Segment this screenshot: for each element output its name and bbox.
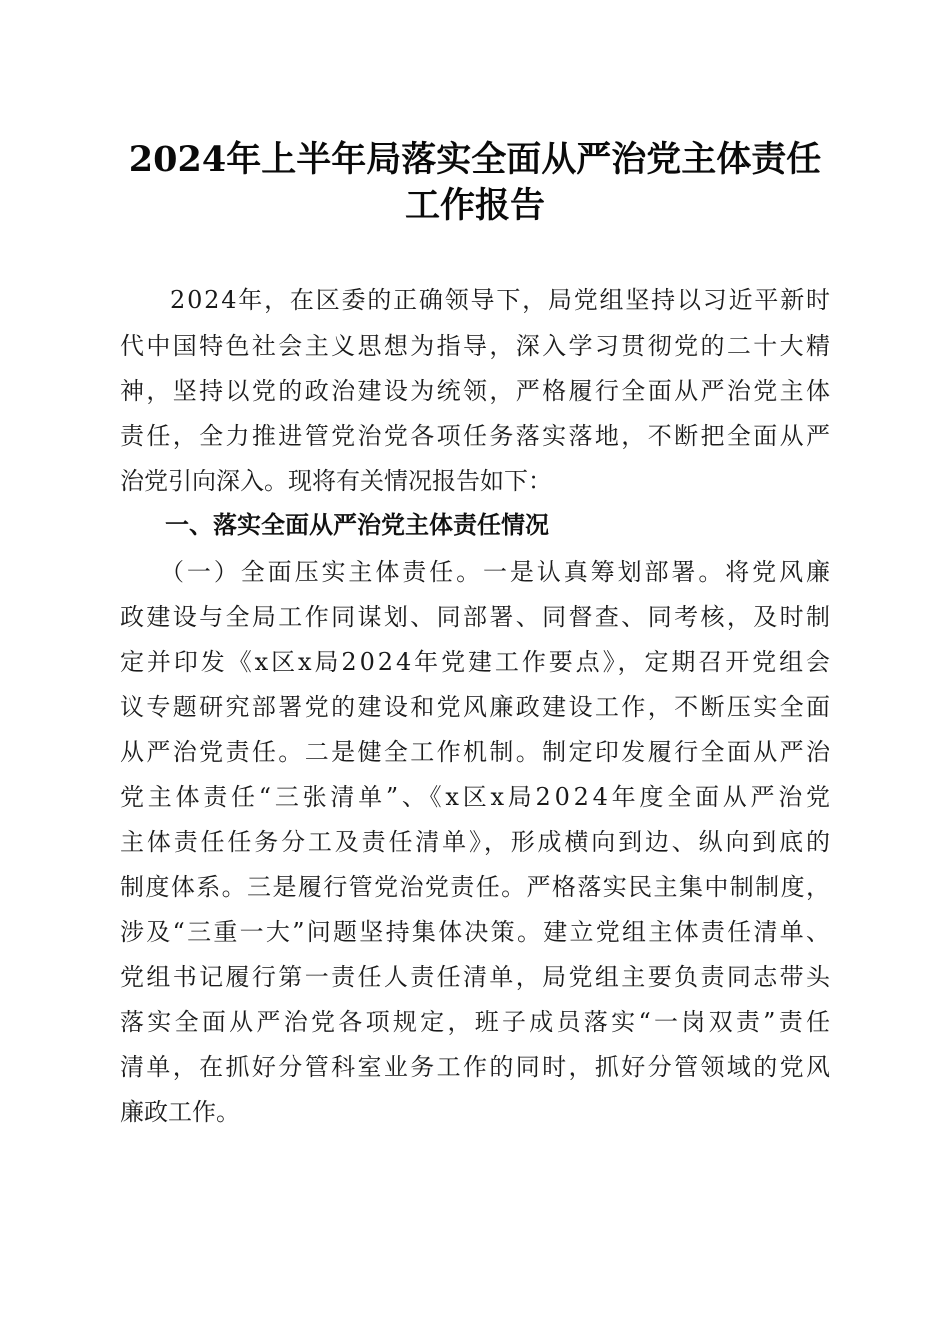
paragraph-body-line xyxy=(0,870,950,904)
paragraph-body-line xyxy=(0,960,950,994)
paragraph-body-line xyxy=(0,555,950,589)
paragraph-body-line xyxy=(0,645,950,679)
document-title-line-1: 2024年上半年局落实全面从严治党主体责任 xyxy=(128,139,822,180)
text-line: 廉政工作。 xyxy=(120,1098,240,1126)
paragraph-intro-line xyxy=(0,464,950,498)
section-heading-text: 一、落实全面从严治党主体责任情况 xyxy=(165,511,549,539)
text-line: 代中国特色社会主义思想为指导，深入学习贯彻党的二十大精 xyxy=(120,332,833,360)
paragraph-body-line xyxy=(0,1005,950,1039)
paragraph-intro-line xyxy=(0,329,950,363)
paragraph-body-line xyxy=(0,780,950,814)
text-line: 党组书记履行第一责任人责任清单，局党组主要负责同志带头 xyxy=(120,963,833,991)
text-line: 从严治党责任。二是健全工作机制。制定印发履行全面从严治 xyxy=(120,738,833,766)
paragraph-body-line xyxy=(0,735,950,769)
text-line: 制度体系。三是履行管党治党责任。严格落实民主集中制制度， xyxy=(120,873,832,901)
paragraph-intro-line xyxy=(0,419,950,453)
text-line: 治党引向深入。现将有关情况报告如下： xyxy=(120,467,552,495)
text-line: 涉及“三重一大”问题坚持集体决策。建立党组主体责任清单、 xyxy=(120,918,833,946)
paragraph-intro-line xyxy=(0,374,950,408)
document-title-line-2: 工作报告 xyxy=(404,185,545,226)
paragraph-body-line xyxy=(0,600,950,634)
paragraph-body-line xyxy=(0,1095,950,1129)
text-line: 清单，在抓好分管科室业务工作的同时，抓好分管领域的党风 xyxy=(120,1053,833,1081)
paragraph-intro-line xyxy=(0,283,950,317)
paragraph-body-line xyxy=(0,825,950,859)
paragraph-body-line xyxy=(0,1050,950,1084)
paragraph-body-line xyxy=(0,915,950,949)
text-line: 2024年，在区委的正确领导下，局党组坚持以习近平新时 xyxy=(170,286,832,314)
text-line: （一）全面压实主体责任。一是认真筹划部署。将党风廉 xyxy=(160,558,833,586)
text-line: 定并印发《x区x局2024年党建工作要点》，定期召开党组会 xyxy=(120,648,833,676)
paragraph-body-line xyxy=(0,690,950,724)
text-line: 主体责任任务分工及责任清单》，形成横向到边、纵向到底的 xyxy=(120,828,833,856)
text-line: 党主体责任“三张清单”、《x区x局2024年度全面从严治党 xyxy=(120,783,834,811)
text-line: 责任，全力推进管党治党各项任务落实落地，不断把全面从严 xyxy=(120,422,833,450)
text-line: 神，坚持以党的政治建设为统领，严格履行全面从严治党主体 xyxy=(120,377,833,405)
text-line: 政建设与全局工作同谋划、同部署、同督查、同考核，及时制 xyxy=(120,603,833,631)
text-line: 落实全面从严治党各项规定，班子成员落实“一岗双责”责任 xyxy=(120,1008,834,1036)
text-line: 议专题研究部署党的建设和党风廉政建设工作，不断压实全面 xyxy=(120,693,833,721)
section-heading xyxy=(0,508,950,542)
